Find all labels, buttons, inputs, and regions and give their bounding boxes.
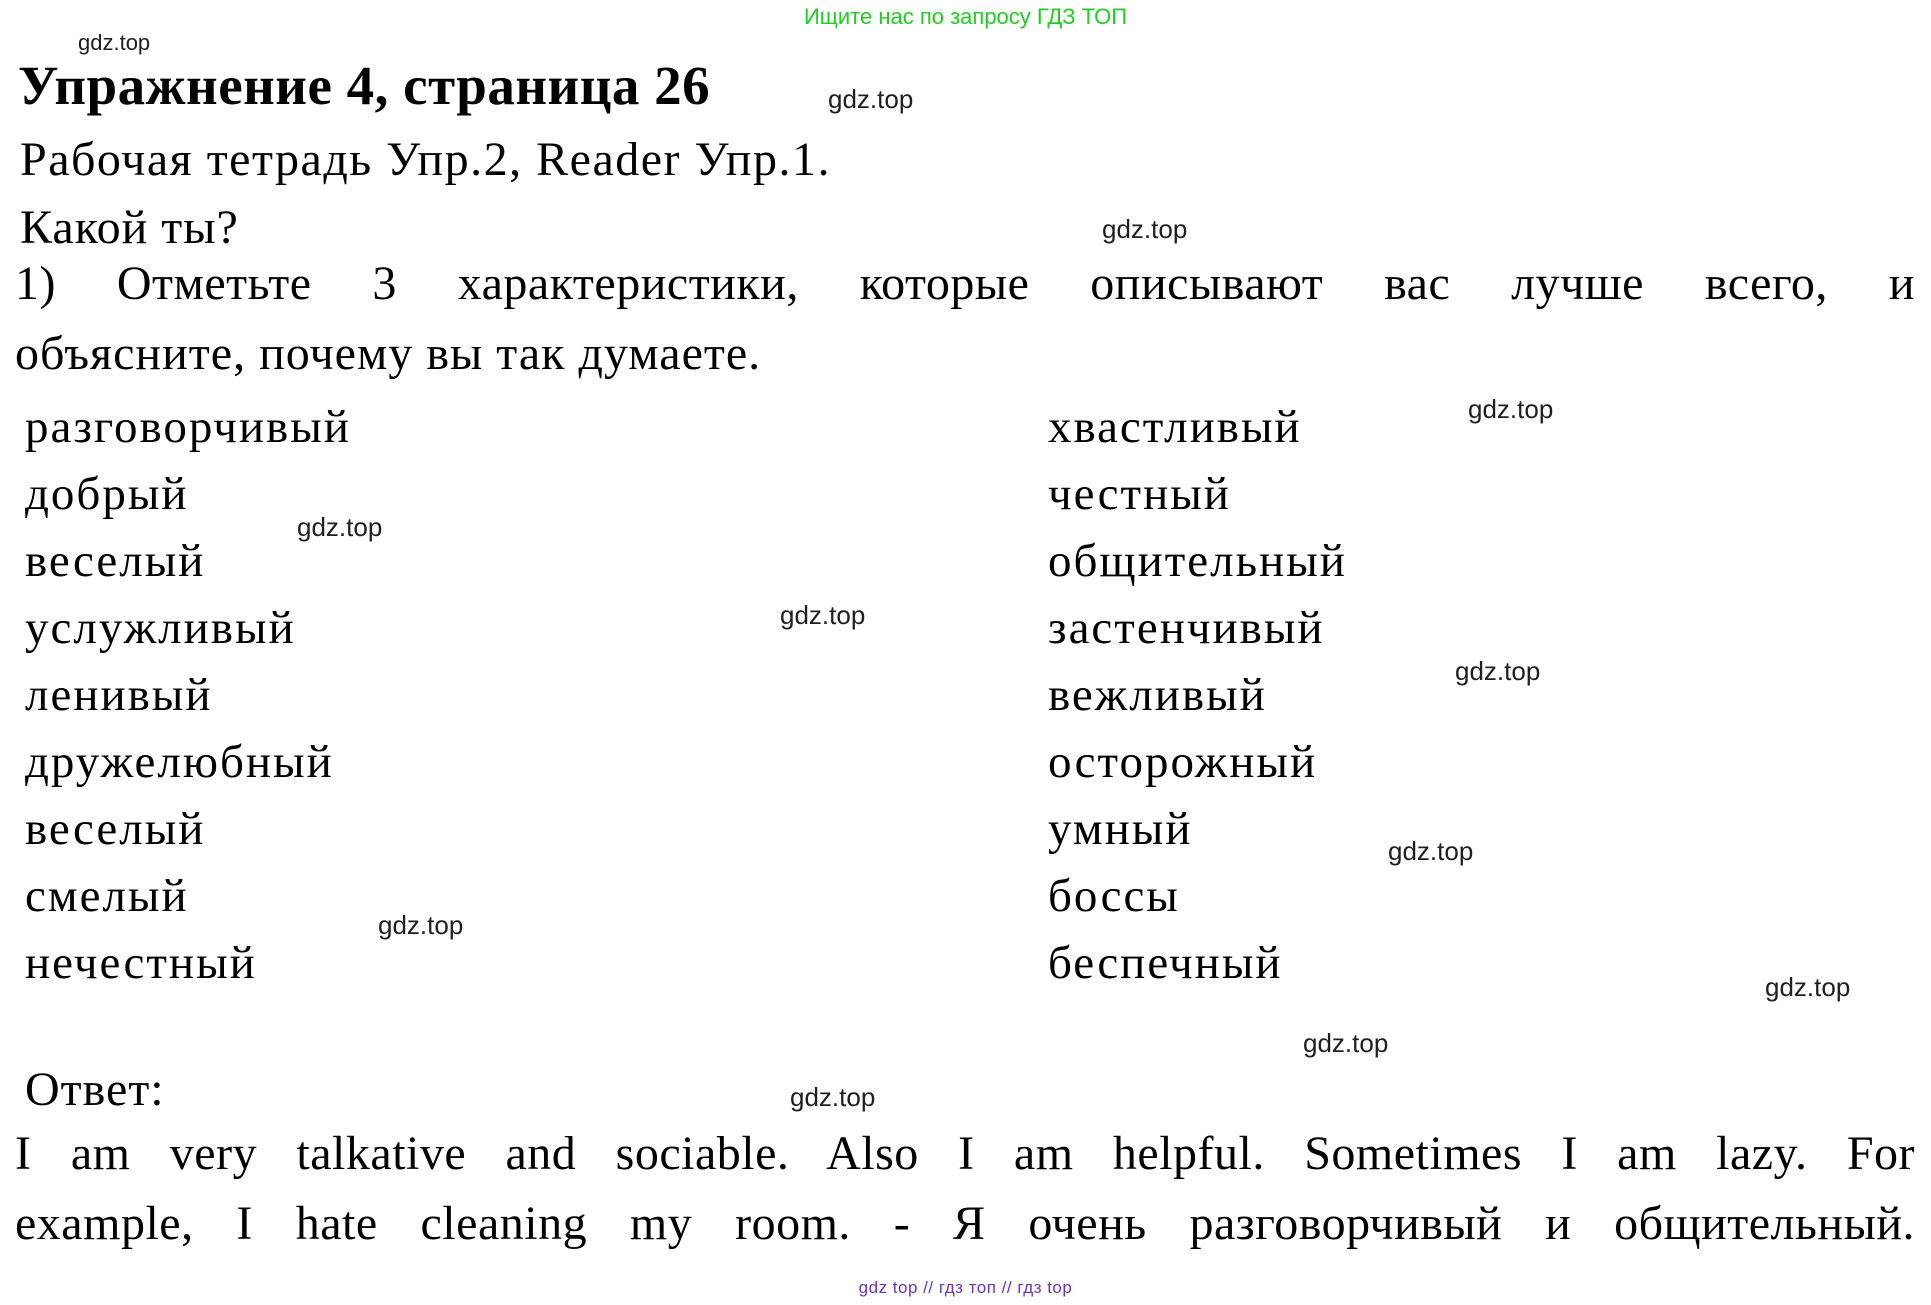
trait-word: добрый xyxy=(25,468,189,520)
task-instruction-line-1: 1) Отметьте 3 характеристики, которые описывают вас лучше всего, и xyxy=(15,257,1915,310)
trait-word: разговорчивый xyxy=(25,401,351,453)
answer-text-line-2: example, I hate cleaning my room. - Я очень разговорчивый и общительный. xyxy=(15,1197,1915,1250)
gdz-watermark: gdz.top xyxy=(78,30,151,55)
trait-word: услужливый xyxy=(25,602,296,654)
question-heading: Какой ты? xyxy=(20,201,239,254)
trait-word: умный xyxy=(1048,803,1193,855)
trait-word: осторожный xyxy=(1048,736,1318,788)
trait-word: честный xyxy=(1048,468,1231,520)
trait-word: веселый xyxy=(25,803,206,855)
trait-word: беспечный xyxy=(1048,937,1283,989)
gdz-watermark: gdz.top xyxy=(297,512,383,542)
trait-word: дружелюбный xyxy=(25,736,334,788)
trait-list-left-column xyxy=(25,394,351,997)
trait-word: застенчивый xyxy=(1048,602,1325,654)
gdz-watermark: gdz.top xyxy=(1765,972,1851,1002)
trait-word: ленивый xyxy=(25,669,213,721)
footer-site-tags: gdz top // гдз топ // гдз top xyxy=(858,1278,1073,1297)
trait-word: нечестный xyxy=(25,937,257,989)
trait-list-right-column xyxy=(1048,394,1347,997)
trait-word: смелый xyxy=(25,870,189,922)
exercise-title: Упражнение 4, страница 26 xyxy=(18,55,711,116)
workbook-reference: Рабочая тетрадь Упр.2, Reader Упр.1. xyxy=(20,133,831,186)
gdz-watermark: gdz.top xyxy=(1455,656,1541,686)
gdz-watermark: gdz.top xyxy=(1303,1028,1389,1058)
trait-word: хвастливый xyxy=(1048,401,1302,453)
trait-word: боссы xyxy=(1048,870,1180,922)
gdz-watermark: gdz.top xyxy=(1468,394,1554,424)
gdz-watermark: gdz.top xyxy=(378,910,464,940)
gdz-watermark: gdz.top xyxy=(790,1082,876,1112)
answer-text-line-1: I am very talkative and sociable. Also I am helpful. Sometimes I am lazy. For xyxy=(15,1127,1915,1180)
gdz-watermark: gdz.top xyxy=(1388,836,1474,866)
answer-label: Ответ: xyxy=(25,1063,165,1116)
trait-word: вежливый xyxy=(1048,669,1267,721)
task-instruction-line-2: объясните, почему вы так думаете. xyxy=(15,327,762,380)
gdz-watermark: gdz.top xyxy=(1102,214,1188,244)
gdz-watermark: gdz.top xyxy=(780,600,866,630)
gdz-watermark: gdz.top xyxy=(828,84,914,114)
trait-word: общительный xyxy=(1048,535,1347,587)
site-promo-text: Ищите нас по запросу ГДЗ ТОП xyxy=(803,4,1128,29)
trait-word: веселый xyxy=(25,535,206,587)
